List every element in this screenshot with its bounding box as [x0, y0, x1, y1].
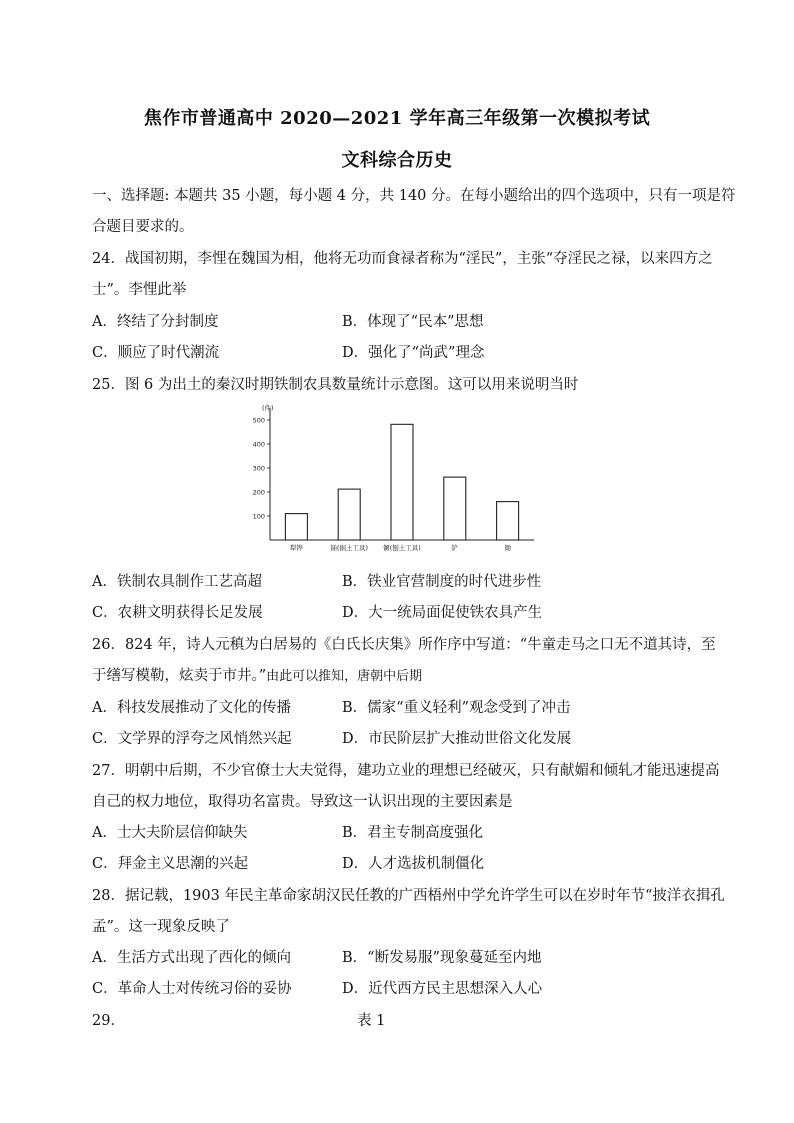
- y-tick-label: 200: [252, 488, 265, 497]
- q24-option-a: A．终结了分封制度: [92, 314, 219, 330]
- q24-stem-line2: 士”。李悝此举: [92, 282, 187, 298]
- q27-stem-line1: 27．明朝中后期，不少官僚士大夫觉得，建功立业的理想已经破灭，只有献媚和倾轧才能迅速提高: [92, 763, 720, 779]
- x-category-label: 锄: [504, 544, 511, 552]
- section-instructions-line1: 一、选择题: 本题共 35 小题，每小题 4 分，共 140 分。在每小题给出的四个选项中，只有一项是符: [92, 188, 736, 204]
- q26-option-d: D．市民阶层扩大推动世俗文化发展: [342, 731, 572, 747]
- bar-2: [338, 489, 360, 540]
- exam-subtitle: 文科综合历史: [341, 150, 453, 171]
- iron-tools-bar-chart: [242, 400, 542, 560]
- q26-option-b: B．儒家“重义轻利”观念受到了冲击: [342, 700, 571, 716]
- bar-3: [391, 424, 413, 540]
- q24-option-d: D．强化了“尚武”理念: [342, 345, 485, 361]
- q27-option-c: C．拜金主义思潮的兴起: [92, 856, 249, 872]
- x-category-label: 锸(掘土工具): [330, 544, 368, 552]
- q27-option-b: B．君主专制高度强化: [342, 825, 484, 841]
- y-tick-label: 400: [252, 440, 265, 449]
- chart-bars: [285, 424, 518, 540]
- q28-option-b: B．“断发易服”现象蔓延至内地: [342, 950, 542, 966]
- q25-option-b: B．铁业官营制度的时代进步性: [342, 574, 542, 590]
- q24-stem-line1: 24．战国初期，李悝在魏国为相，他将无功而食禄者称为“淫民”，主张“夺淫民之禄，以来四方之: [92, 251, 713, 267]
- y-tick-label: 500: [252, 416, 265, 425]
- q29-number: 29．: [92, 1013, 125, 1029]
- bar-4: [444, 477, 466, 540]
- q27-option-a: A．士大夫阶层信仰缺失: [92, 825, 248, 841]
- q24-option-b: B．体现了“民本”思想: [342, 314, 484, 330]
- q24-option-c: C．顺应了时代潮流: [92, 345, 220, 361]
- q26-stem-line2: [92, 664, 422, 685]
- x-category-label: 犁铧: [289, 544, 303, 552]
- q26-inference: 由此可以推知，唐朝中后期: [266, 669, 423, 684]
- q28-option-a: A．生活方式出现了西化的倾向: [92, 950, 291, 966]
- q28-stem-line1: 28．据记载，1903 年民主革命家胡汉民任教的广西梧州中学允许学生可以在岁时年节“披洋衣揖孔: [92, 888, 725, 904]
- q28-option-c: C．革命人士对传统习俗的妥协: [92, 981, 292, 997]
- bar-5: [497, 502, 519, 540]
- q27-option-d: D．人才选拔机制僵化: [342, 856, 485, 872]
- bar-1: [285, 514, 307, 540]
- q26-option-c: C．文学界的浮夸之风悄然兴起: [92, 731, 292, 747]
- exam-title: 焦作市普通高中 2020—2021 学年高三年级第一次模拟考试: [143, 108, 651, 129]
- q28-option-d: D．近代西方民主思想深入人心: [342, 981, 543, 997]
- q28-stem-line2: 孟”。这一现象反映了: [92, 919, 230, 935]
- q25-option-a: A．铁制农具制作工艺高超: [92, 574, 262, 590]
- y-tick-label: 300: [252, 464, 265, 473]
- y-axis-unit-label: (件): [262, 404, 274, 412]
- q25-option-d: D．大一统局面促使铁农具产生: [342, 605, 543, 621]
- q26-option-a: A．科技发展推动了文化的传播: [92, 700, 291, 716]
- q25-stem-line1: 25．图 6 为出土的秦汉时期铁制农具数量统计示意图。这可以用来说明当时: [92, 377, 579, 393]
- x-category-label: 镢(刨土工具): [383, 544, 421, 552]
- table-1-label: 表 1: [357, 1013, 386, 1029]
- q27-stem-line2: 自己的权力地位，取得功名富贵。导致这一认识出现的主要因素是: [92, 794, 513, 810]
- q26-quote-end: 于缮写模勒，炫卖于市井。”: [92, 668, 267, 684]
- q26-stem-line1: 26．824 年，诗人元稹为白居易的《白氏长庆集》所作序中写道：“牛童走马之口无不道其诗，至: [92, 637, 716, 653]
- section-instructions-line2: 合题目要求的。: [92, 219, 194, 235]
- q25-option-c: C．农耕文明获得长足发展: [92, 605, 263, 621]
- y-tick-label: 100: [252, 512, 265, 521]
- x-category-label: 铲: [451, 544, 459, 552]
